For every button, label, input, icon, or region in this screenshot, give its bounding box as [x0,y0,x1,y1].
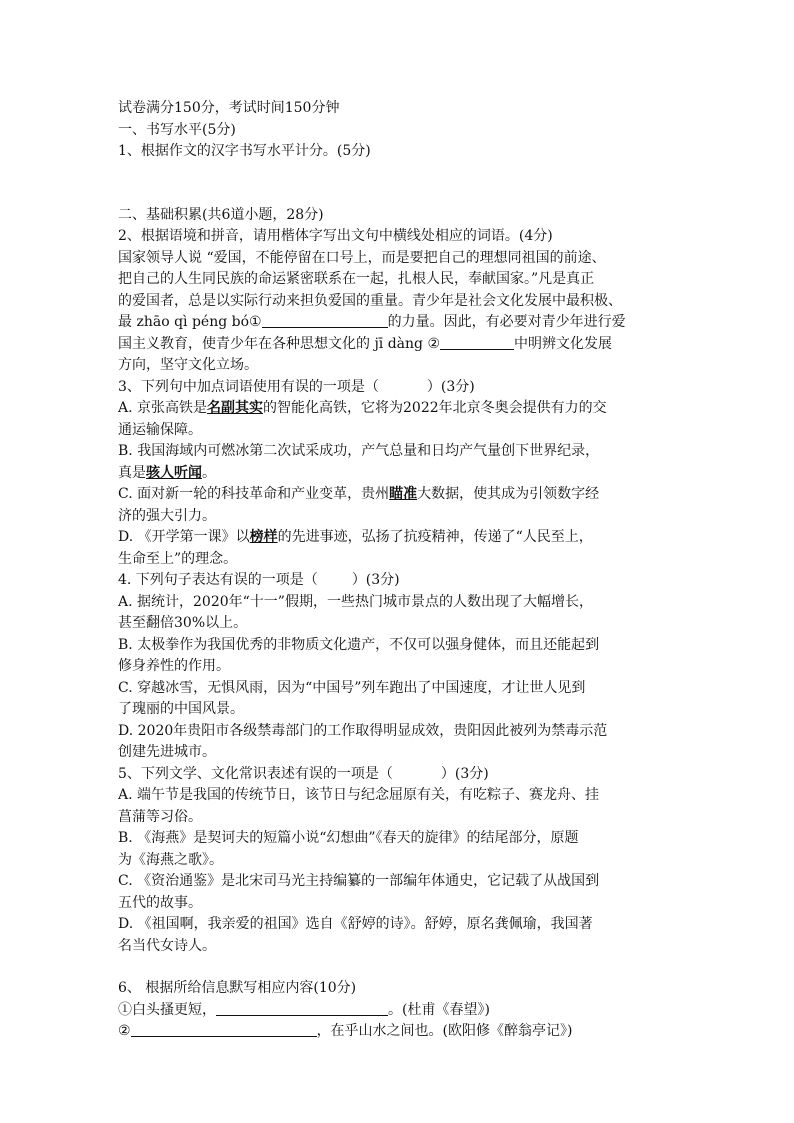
question-2-passage-line: 国家领导人说 “爱国，不能停留在口号上，而是要把自己的理想同祖国的前途、 [118,249,606,266]
option-b: B. 我国海域内可燃冰第二次试采成功，产气总量和日均产气量创下世界纪录， [118,443,600,459]
option-a-cont: 通运输保障。 [118,421,202,438]
dotted-word: 骇人听闻 [146,464,202,481]
question-2-passage-line: 的爱国者，总是以实际行动来担负爱国的重量。青少年是社会文化发展中最积极、 [118,292,622,309]
question-2-passage-line: 把自己的人生同民族的命运紧密联系在一起，扎根人民，奉献国家。”凡是真正 [118,271,595,287]
option-c: C. 面对新一轮的科技革命和产业变革，贵州瞄准大数据，使其成为引领数字经 [118,486,600,502]
option-d: D. 2020年贵阳市各级禁毒部门的工作取得明显成效，贵阳因此被列为禁毒示范 [118,722,608,739]
question-6-stem: 6、 根据所给信息默写相应内容(10分) [118,980,357,996]
spacer [118,957,678,978]
question-4-stem: 4. 下列句子表达有误的一项是（ ）(3分) [118,572,400,588]
answer-blank-6-1[interactable] [216,1001,388,1016]
option-d: D. 《开学第一课》以榜样的先进事迹，弘扬了抗疫精神，传递了“人民至上， [118,529,593,545]
option-b: B. 《海燕》是契诃夫的短篇小说“幻想曲”《春天的旋律》的结尾部分，原题 [118,830,579,846]
exam-page [118,98,678,1043]
option-c: C. 穿越冰雪，无惧风雨，因为“中国号”列车跑出了中国速度，才让世人见到 [118,679,586,696]
question-2-stem: 2、根据语境和拼音，请用楷体字写出文句中横线处相应的词语。(4分) [118,228,553,244]
option-d: D. 《祖国啊，我亲爱的祖国》选自《舒婷的诗》。舒婷，原名龚佩瑜，我国著 [118,916,593,932]
option-b: B. 太极拳作为我国优秀的非物质文化遗产，不仅可以强身健体，而且还能起到 [118,636,600,653]
section-2-title: 二、基础积累(共6道小题，28分) [118,206,324,223]
option-d-cont: 生命至上”的理念。 [118,550,238,567]
question-2-passage-line: 方向，坚守文化立场。 [118,357,258,373]
exam-header: 试卷满分150分，考试时间150分钟 [118,100,340,116]
dotted-word: 名副其实 [207,400,264,416]
option-a-cont: 甚至翻倍30%以上。 [118,615,248,631]
question-5-stem: 5、下列文学、文化常识表述有误的一项是（ ）(3分) [118,765,489,782]
option-a: A. 京张高铁是名副其实的智能化高铁，它将为2022年北京冬奥会提供有力的交 [118,400,607,416]
question-2-passage-line: 国主义教育，使青少年在各种思想文化的 jī dàng ② 中明辨文化发展 [118,335,613,352]
section-1-title: 一、书写水平(5分) [118,121,236,138]
option-c-cont: 济的强大引力。 [118,507,216,524]
option-b-cont: 修身养性的作用。 [118,658,230,674]
question-3-stem: 3、下列句中加点词语使用有误的一项是（ ）(3分) [118,378,475,395]
option-d-cont: 创建先进城市。 [118,744,216,760]
spacer [118,163,678,205]
option-b-cont: 为《海燕之歌》。 [118,851,223,868]
option-c-cont: 了瑰丽的中国风景。 [118,701,244,717]
dotted-word: 瞄准 [389,486,418,502]
answer-blank-1[interactable] [262,313,388,328]
question-6-item-1: ①白头搔更短， 。(杜甫《春望》) [118,1001,490,1018]
option-a: A. 端午节是我国的传统节日，该节日与纪念屈原有关，有吃粽子、赛龙舟、挂 [118,787,600,803]
dotted-word: 榜样 [249,529,278,545]
option-a: A. 据统计，2020年“十一”假期，一些热门城市景点的人数出现了大幅增长， [118,593,593,610]
option-a-cont: 菖蒲等习俗。 [118,808,202,825]
option-c: C. 《资治通鉴》是北宋司马光主持编纂的一部编年体通史，它记载了从战国到 [118,873,600,889]
answer-blank-2[interactable] [440,335,514,350]
question-1: 1、根据作文的汉字书写水平计分。(5分) [118,143,371,159]
question-2-passage-line: 最 zhāo qì péng bó① 的力量。因此，有必要对青少年进行爱 [118,314,626,330]
option-b-cont: 真是骇人听闻。 [118,464,216,481]
question-6-item-2: ② ，在乎山水之间也。(欧阳修《醉翁亭记》) [118,1023,573,1039]
answer-blank-6-2[interactable] [131,1022,317,1037]
option-d-cont: 名当代女诗人。 [118,937,216,954]
option-c-cont: 五代的故事。 [118,894,202,911]
